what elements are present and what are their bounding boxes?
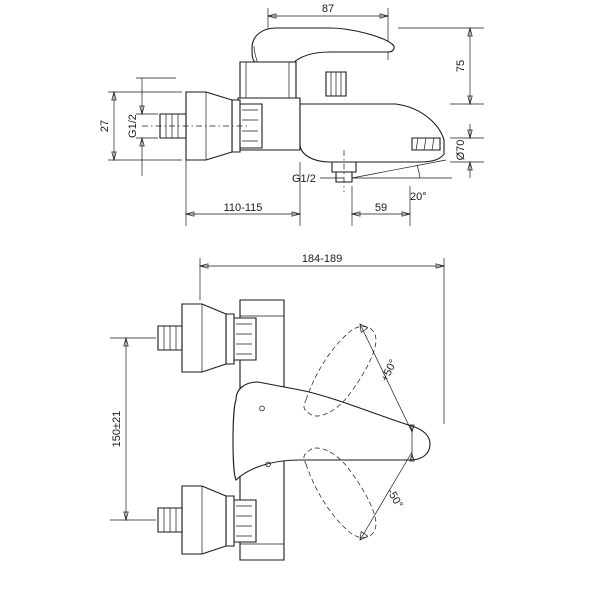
- dimension-label-110-115: 110-115: [223, 202, 263, 214]
- dimension-75: [398, 28, 484, 104]
- dimension-27: [450, 124, 484, 178]
- dimension-label-g12-left: G1/2: [127, 114, 139, 138]
- dimension-label-angle-20: 20°: [410, 191, 427, 203]
- dimension-label-150-21: 150±21: [111, 410, 123, 448]
- dimension-label-minus-50: -50°: [384, 486, 405, 511]
- dimension-label-75: 75: [455, 59, 467, 73]
- dimension-label-g12-inlet: G1/2: [292, 173, 316, 185]
- dimension-110-115: [186, 160, 300, 226]
- side-view: [99, 3, 484, 226]
- dimension-label-59: 59: [374, 202, 388, 214]
- front-view: [110, 253, 444, 560]
- dimension-150-21: [110, 338, 156, 520]
- dimension-label-184-189: 184-189: [301, 253, 343, 265]
- dimension-label-diameter-70: 27: [99, 119, 111, 133]
- dimension-label-plus-50: +50°: [378, 357, 400, 384]
- dimension-label-27: Ø70: [455, 139, 467, 161]
- dimension-angle-minus-50: [360, 452, 412, 540]
- dimension-label-87: 87: [321, 3, 335, 15]
- dimension-59: [352, 186, 410, 226]
- dimension-angle-20: [352, 160, 452, 203]
